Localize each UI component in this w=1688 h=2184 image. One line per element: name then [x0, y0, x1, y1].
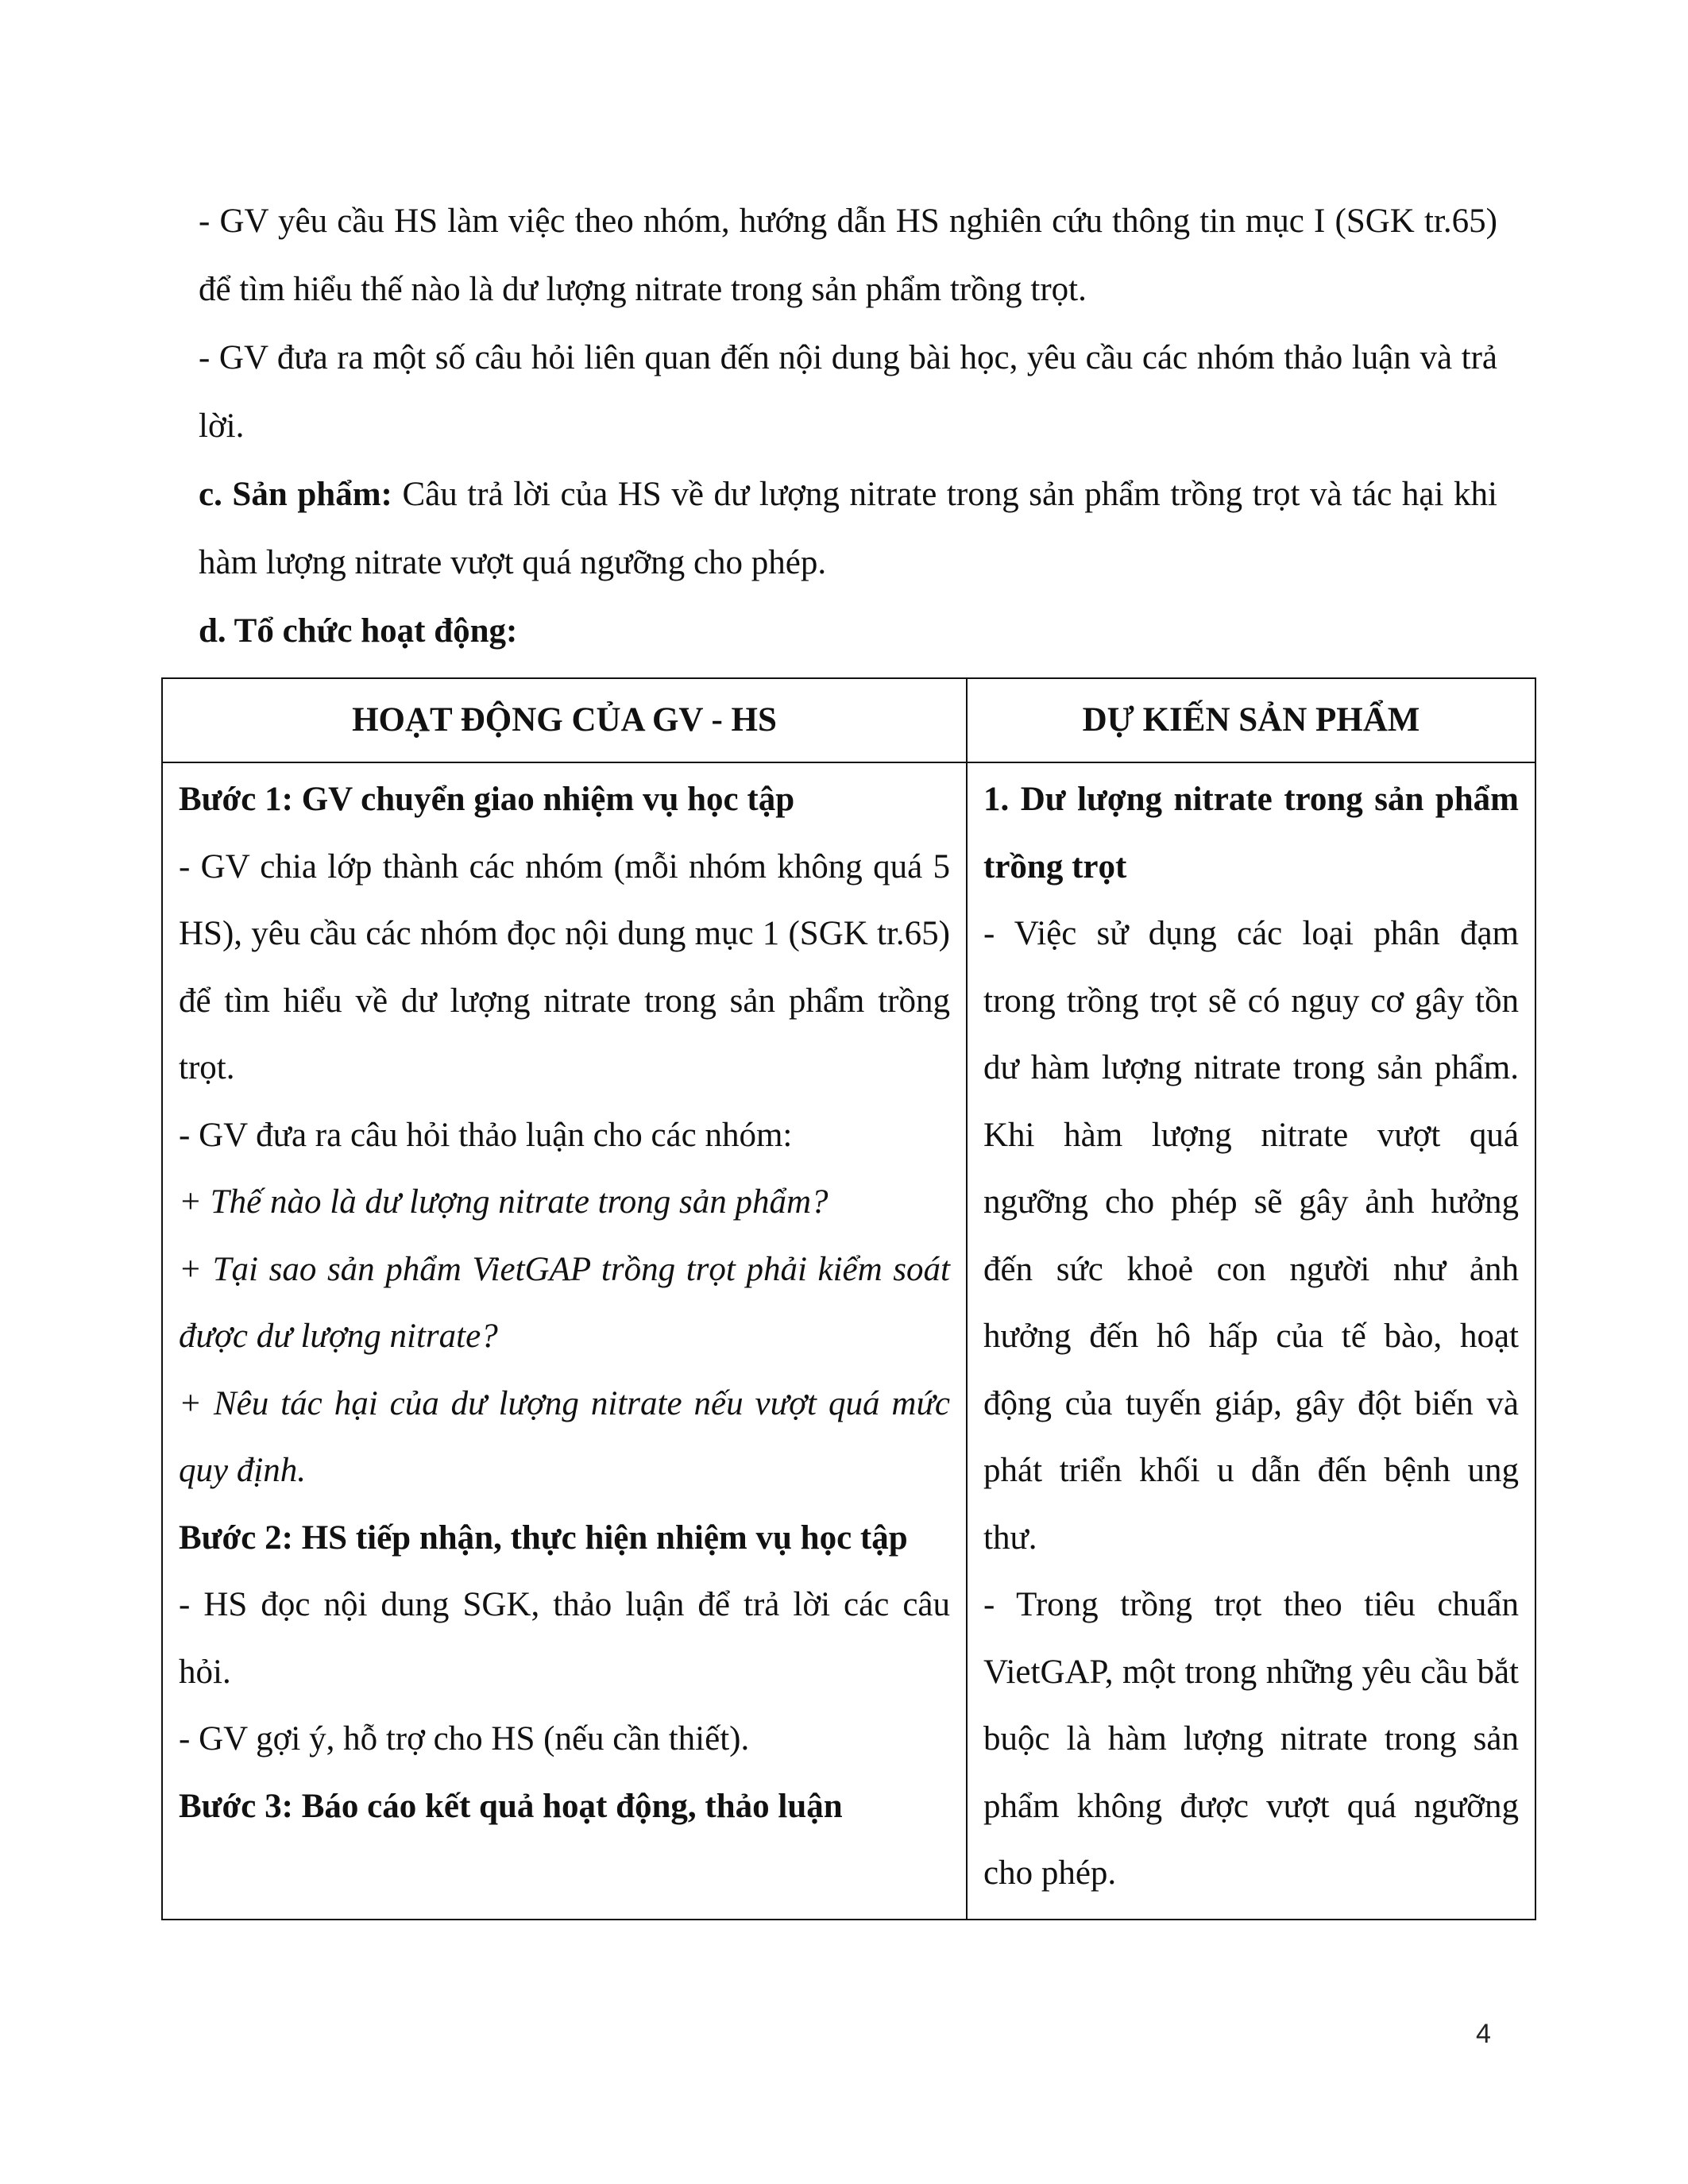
- intro-paragraph-2: - GV đưa ra một số câu hỏi liên quan đến nội dung bài học, yêu cầu các nhóm thảo luận và trả lời.: [199, 339, 1497, 445]
- table-row: [162, 762, 1535, 1920]
- activity-table: [161, 677, 1536, 1920]
- step-1-paragraph-2: - GV đưa ra câu hỏi thảo luận cho các nhóm:: [179, 1116, 793, 1154]
- product-paragraph-1: - Việc sử dụng các loại phân đạm trong trồng trọt sẽ có nguy cơ gây tồn dư hàm lượng nitrate trong sản phẩm. Khi hàm lượng nitrate vượt quá ngưỡng cho phép sẽ gây ảnh hưởng đến sức khoẻ con người như ảnh hưởng đến hô hấp của tế bào, hoạt động của tuyến giáp, gây đột biến và phát triển khối u dẫn đến bệnh ung thư.: [983, 915, 1519, 1557]
- question-3: + Nêu tác hại của dư lượng nitrate nếu vượt quá mức quy định.: [179, 1384, 950, 1489]
- intro-section: [199, 187, 1497, 666]
- question-1: + Thế nào là dư lượng nitrate trong sản phẩm?: [179, 1183, 829, 1221]
- product-paragraph: [199, 461, 1497, 597]
- organize-heading-text: d. Tổ chức hoạt động:: [199, 612, 518, 650]
- header-activities: HOẠT ĐỘNG CỦA GV - HS: [162, 678, 967, 762]
- question-2: + Tại sao sản phẩm VietGAP trồng trọt phải kiểm soát được dư lượng nitrate?: [179, 1250, 950, 1355]
- step-2-paragraph-1: - HS đọc nội dung SGK, thảo luận để trả lời các câu hỏi.: [179, 1586, 950, 1691]
- header-expected-product: DỰ KIẾN SẢN PHẨM: [967, 678, 1535, 762]
- expected-product-cell: [967, 762, 1535, 1920]
- product-label: c. Sản phẩm:: [199, 476, 392, 513]
- product-text: Câu trả lời của HS về dư lượng nitrate trong sản phẩm trồng trọt và tác hại khi hàm lượng nitrate vượt quá ngưỡng cho phép.: [199, 476, 1497, 581]
- product-paragraph-2: - Trong trồng trọt theo tiêu chuẩn VietGAP, một trong những yêu cầu bắt buộc là hàm lượng nitrate trong sản phẩm không được vượt quá ngưỡng cho phép.: [983, 1586, 1519, 1892]
- step-2-title: Bước 2: HS tiếp nhận, thực hiện nhiệm vụ học tập: [179, 1518, 908, 1557]
- product-heading: 1. Dư lượng nitrate trong sản phẩm trồng trọt: [983, 781, 1519, 886]
- step-3-title: Bước 3: Báo cáo kết quả hoạt động, thảo luận: [179, 1787, 843, 1825]
- activities-cell: [162, 762, 967, 1920]
- step-1-paragraph-1: - GV chia lớp thành các nhóm (mỗi nhóm không quá 5 HS), yêu cầu các nhóm đọc nội dung mục 1 (SGK tr.65) để tìm hiểu về dư lượng nitrate trong sản phẩm trồng trọt.: [179, 847, 950, 1086]
- page-number: 4: [1476, 2019, 1491, 2049]
- step-1-title: Bước 1: GV chuyển giao nhiệm vụ học tập: [179, 781, 795, 818]
- step-2-paragraph-2: - GV gợi ý, hỗ trợ cho HS (nếu cần thiết).: [179, 1720, 750, 1758]
- intro-paragraph-1: - GV yêu cầu HS làm việc theo nhóm, hướng dẫn HS nghiên cứu thông tin mục I (SGK tr.65) để tìm hiểu thế nào là dư lượng nitrate trong sản phẩm trồng trọt.: [199, 203, 1497, 308]
- organize-heading: [199, 597, 1497, 666]
- table-header-row: [162, 678, 1535, 762]
